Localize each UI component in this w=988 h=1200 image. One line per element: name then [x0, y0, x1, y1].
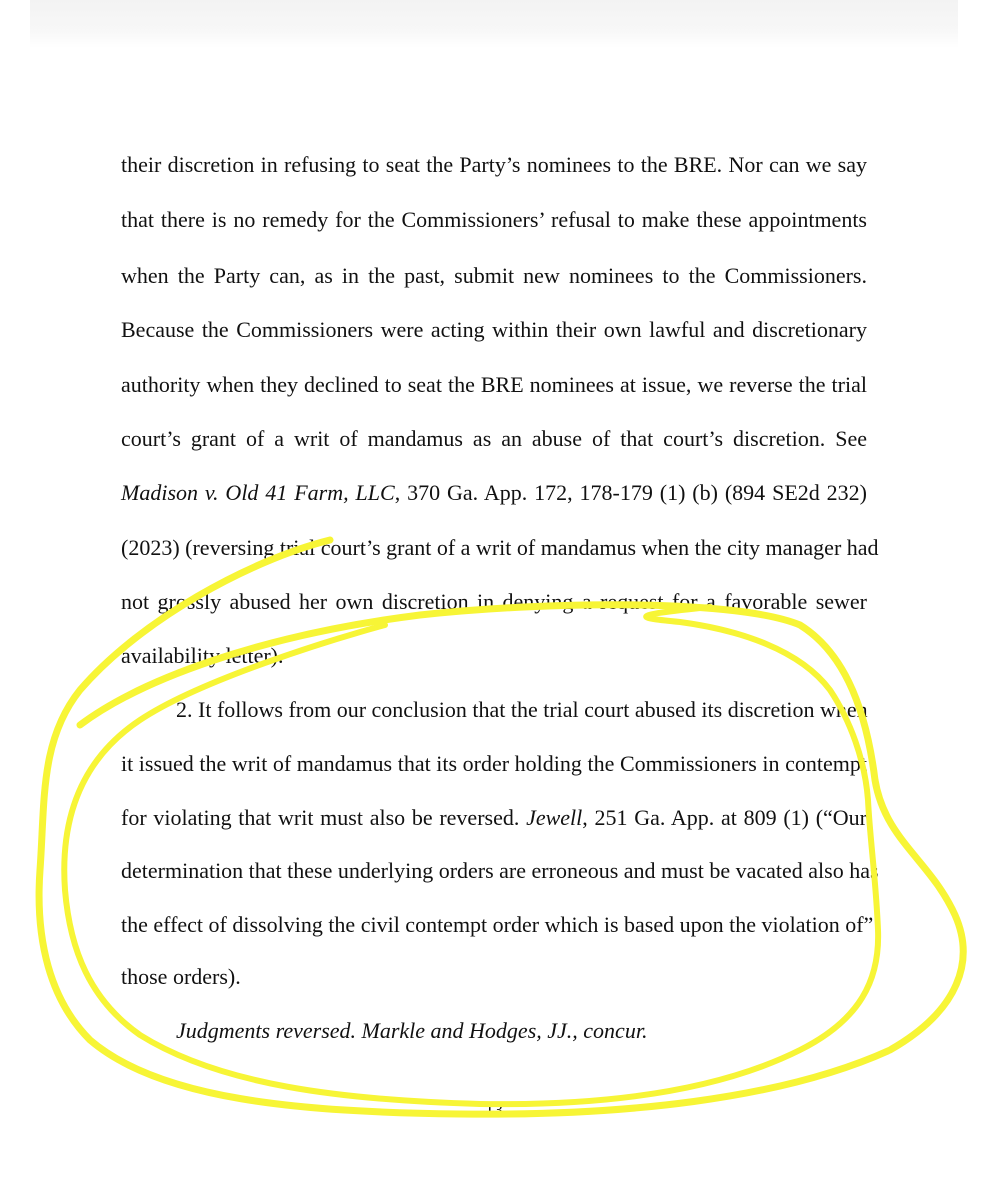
paragraph1-line3: when the Party can, as in the past, submit new nominees to the Commissioners.: [121, 263, 867, 288]
citation-reporter: , 370 Ga. App. 172, 178-179 (1) (b) (894 SE2d 232): [394, 480, 867, 505]
disposition-line: Judgments reversed. Markle and Hodges, JJ., concur.: [176, 1018, 648, 1043]
page-number: 13: [485, 1100, 503, 1120]
paragraph2-line6: those orders).: [121, 964, 241, 989]
paragraph1-line10: availability letter).: [121, 643, 284, 668]
case-citation-jewell: Jewell: [526, 805, 583, 830]
paragraph2-line3-rest: , 251 Ga. App. at 809 (1) (“Our: [582, 805, 867, 830]
paragraph1-line8: (2023) (reversing trial court’s grant of a writ of mandamus when the city manager had: [121, 535, 879, 560]
paragraph2-line3-start: for violating that writ must also be reversed.: [121, 805, 527, 830]
paragraph1-line9: not grossly abused her own discretion in denying a request for a favorable sewer: [121, 589, 867, 614]
paragraph2-line2: it issued the writ of mandamus that its order holding the Commissioners in contempt: [121, 751, 867, 776]
paragraph1-line4: Because the Commissioners were acting within their own lawful and discretionary: [121, 317, 867, 342]
page-top-shadow: [30, 0, 958, 48]
paragraph2-line1: 2. It follows from our conclusion that the trial court abused its discretion when: [176, 697, 868, 722]
paragraph1-line6: court’s grant of a writ of mandamus as an abuse of that court’s discretion. See: [121, 426, 867, 451]
paragraph1-line7: [121, 480, 867, 506]
case-citation-madison: Madison v. Old 41 Farm, LLC: [121, 480, 395, 505]
paragraph2-line3: [121, 805, 867, 831]
paragraph1-line1: their discretion in refusing to seat the Party’s nominees to the BRE. Nor can we say: [121, 152, 867, 177]
paragraph1-line2: that there is no remedy for the Commissioners’ refusal to make these appointments: [121, 207, 867, 232]
paragraph2-line5: the effect of dissolving the civil contempt order which is based upon the violation of”: [121, 912, 874, 937]
paragraph1-line5: authority when they declined to seat the BRE nominees at issue, we reverse the trial: [121, 372, 867, 397]
paragraph2-line4: determination that these underlying orders are erroneous and must be vacated also has: [121, 858, 879, 883]
